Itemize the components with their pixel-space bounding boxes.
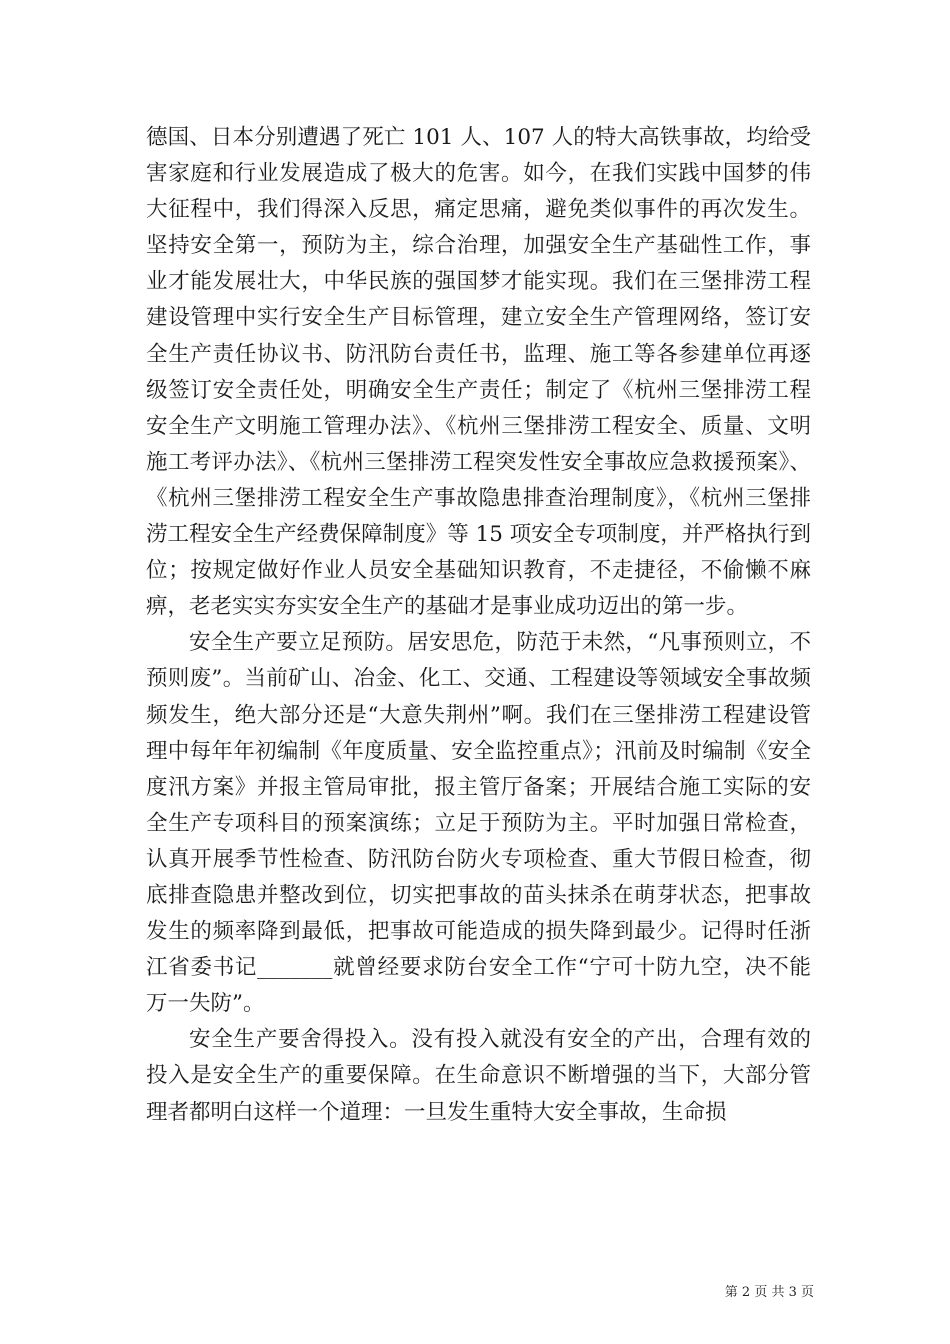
- paragraph: 安全生产要舍得投入。没有投入就没有安全的产出，合理有效的投入是安全生产的重要保障。在生命意识不断增强的当下，大部分管理者都明白这样一个道理：一旦发生重特大安全事故，生命损: [146, 1027, 811, 1125]
- page-number: 第 2 页 共 3 页: [724, 1285, 814, 1300]
- paragraph: 德国、日本分别遭遇了死亡 101 人、107 人的特大高铁事故，均给受害家庭和行业发展造成了极大的危害。如今，在我们实践中国梦的伟大征程中，我们得深入反思，痛定思痛，避免类似事件的再次发生。坚持安全第一，预防为主，综合治理，加强安全生产基础性工作，事业才能发展壮大，中华民族的强国梦才能实现。我们在三堡排涝工程建设管理中实行安全生产目标管理，建立安全生产管理网络，签订安全生产责任协议书、防汛防台责任书，监理、施工等各参建单位再逐级签订安全责任处，明确安全生产责任；制定了《杭州三堡排涝工程安全生产文明施工管理办法》、《杭州三堡排涝工程安全、质量、文明施工考评办法》、《杭州三堡排涝工程突发性安全事故应急救援预案》、《杭州三堡排涝工程安全生产事故隐患排查治理制度》，《杭州三堡排涝工程安全生产经费保障制度》等 15 项安全专项制度，并严格执行到位；按规定做好作业人员安全基础知识教育，不走捷径，不偷懒不麻痹，老老实实夯实安全生产的基础才是事业成功迈出的第一步。: [146, 125, 811, 620]
- body-text: [146, 120, 811, 1131]
- paragraph: 安全生产要立足预防。居安思危，防范于未然，“凡事预则立，不预则废”。当前矿山、冶金、化工、交通、工程建设等领域安全事故频频发生，绝大部分还是“大意失荆州”啊。我们在三堡排涝工程建设管理中每年年初编制《年度质量、安全监控重点》；汛前及时编制《安全度汛方案》并报主管局审批，报主管厅备案；开展结合施工实际的安全生产专项科目的预案演练；立足于预防为主。平时加强日常检查，认真开展季节性检查、防汛防台防火专项检查、重大节假日检查，彻底排查隐患并整改到位，切实把事故的苗头抹杀在萌芽状态，把事故发生的频率降到最低，把事故可能造成的损失降到最少。记得时任浙江省委书记_______就曾经要求防台安全工作“宁可十防九空，决不能万一失防”。: [146, 630, 811, 1017]
